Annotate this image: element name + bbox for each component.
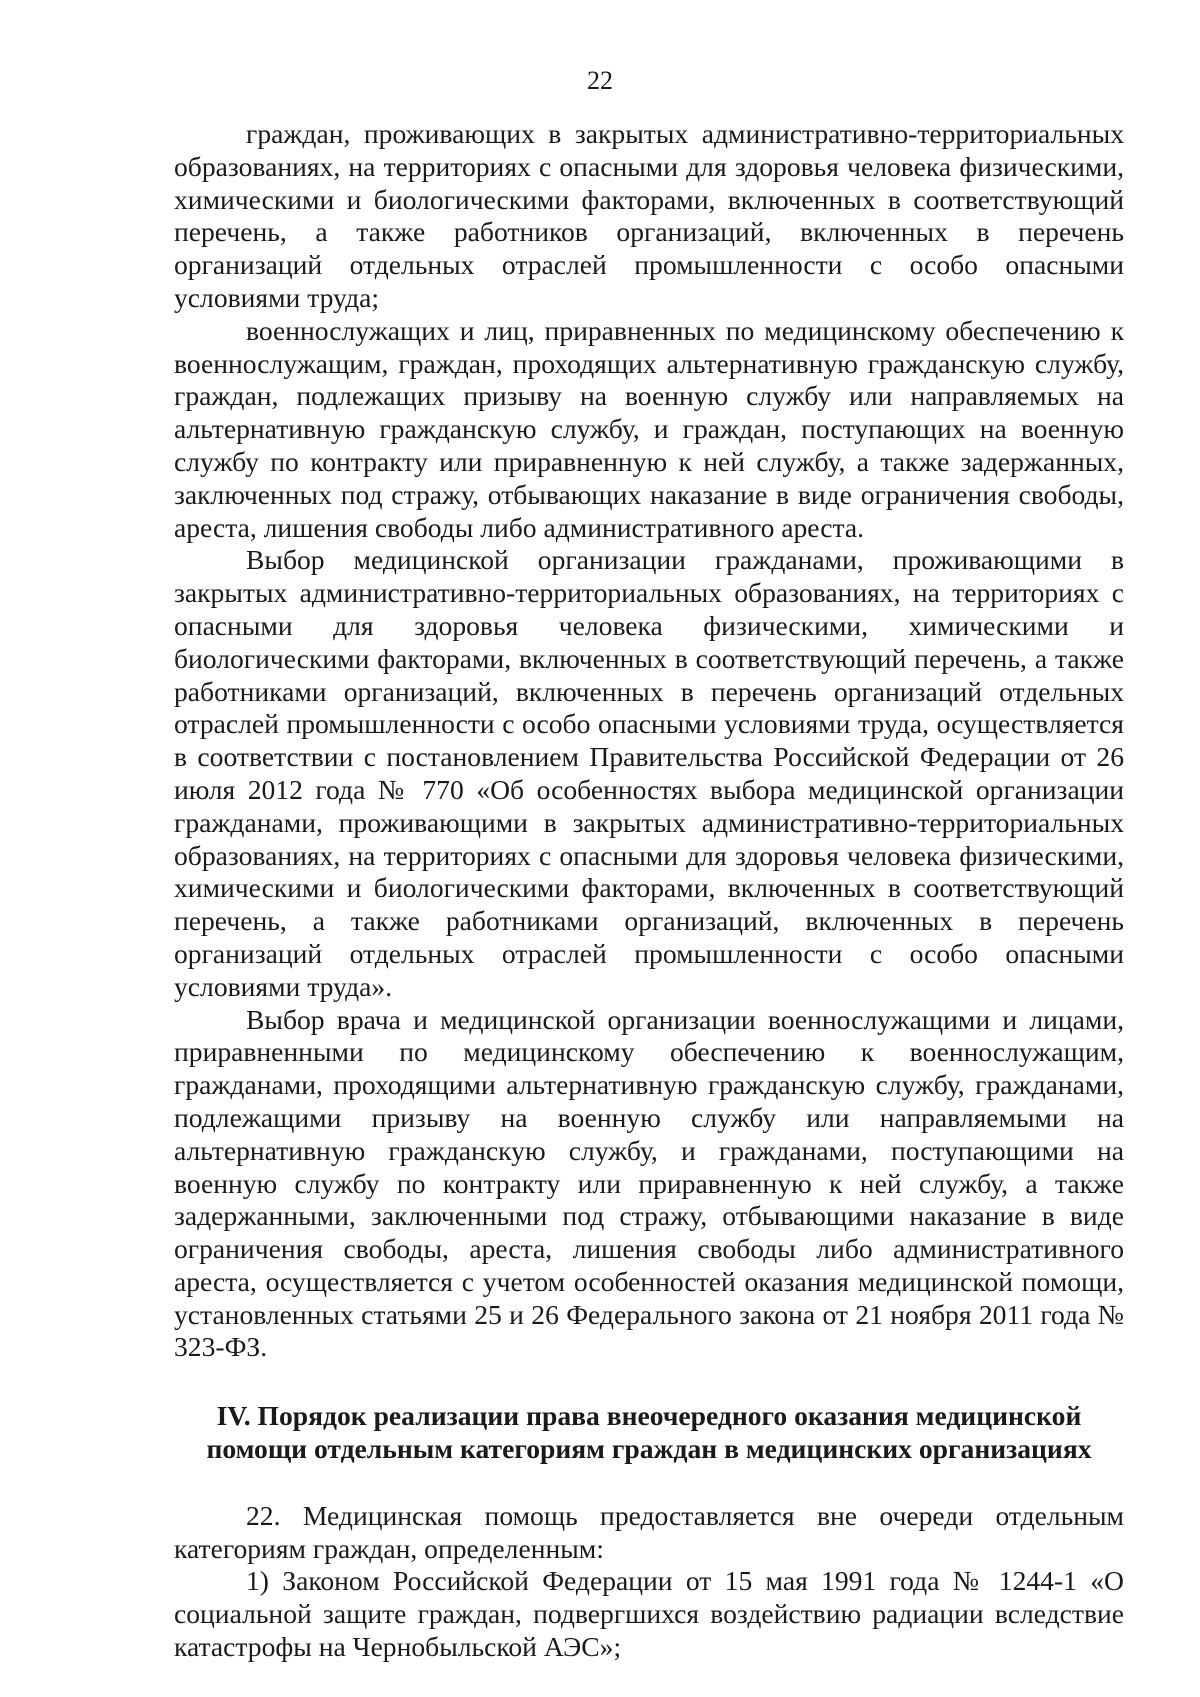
paragraph-subitem-1: 1) Законом Российской Федерации от 15 мая 1991 года № 1244-1 «О социальной защите граждан, подвергшихся воздействию радиации вследствие катастрофы на Чернобыльской АЭС»; — [174, 1565, 1124, 1663]
paragraph-continuation: граждан, проживающих в закрытых административно-территориальных образованиях, на территориях с опасными для здоровья человека физическими, химическими и биологическими факторами, включенных в соответствующий перечень, а также работников организаций, включенных в перечень организаций отдельных отраслей промышленности с особо опасными условиями труда; — [174, 118, 1124, 313]
page-number: 22 — [587, 66, 613, 95]
section-heading-line-2: помощи отдельным категориям граждан в медицинских организациях — [206, 1433, 1092, 1465]
paragraph-item-22: 22. Медицинская помощь предоставляется вне очереди отдельным категориям граждан, определенным: — [174, 1499, 1124, 1564]
section-heading-line-1: IV. Порядок реализации права внеочередного оказания медицинской — [216, 1400, 1082, 1432]
document-body — [174, 118, 1124, 1664]
paragraph-choice-doctor: Выбор врача и медицинской организации военнослужащими и лицами, приравненными по медицинскому обеспечению к военнослужащим, гражданами, проходящими альтернативную гражданскую службу, гражданами, подлежащими призыву на военную службу или направляемыми на альтернативную гражданскую службу, и гражданами, поступающими на военную службу по контракту или приравненную к ней службу, а также задержанными, заключенными под стражу, отбывающими наказание в виде ограничения свободы, ареста, лишения свободы либо административного ареста, осуществляется с учетом особенностей оказания медицинской помощи, установленных статьями 25 и 26 Федерального закона от 21 ноября 2011 года № 323-ФЗ. — [174, 1003, 1124, 1363]
section-heading — [174, 1400, 1124, 1466]
paragraph-military: военнослужащих и лиц, приравненных по медицинскому обеспечению к военнослужащим, граждан, проходящих альтернативную гражданскую службу, граждан, подлежащих призыву на военную службу или направляемых на альтернативную гражданскую службу, и граждан, поступающих на военную службу по контракту или приравненную к ней службу, а также задержанных, заключенных под стражу, отбывающих наказание в виде ограничения свободы, ареста, лишения свободы либо административного ареста. — [174, 314, 1124, 543]
paragraph-choice-organization: Выбор медицинской организации гражданами, проживающими в закрытых административно-территориальных образованиях, на территориях с опасными для здоровья человека физическими, химическими и биологическими факторами, включенных в соответствующий перечень, а также работниками организаций, включенных в перечень организаций отдельных отраслей промышленности с особо опасными условиями труда, осуществляется в соответствии с постановлением Правительства Российской Федерации от 26 июля 2012 года № 770 «Об особенностях выбора медицинской организации гражданами, проживающими в закрытых административно-территориальных образованиях, на территориях с опасными для здоровья человека физическими, химическими и биологическими факторами, включенных в соответствующий перечень, а также работниками организаций, включенных в перечень организаций отдельных отраслей промышленности с особо опасными условиями труда». — [174, 544, 1124, 1002]
